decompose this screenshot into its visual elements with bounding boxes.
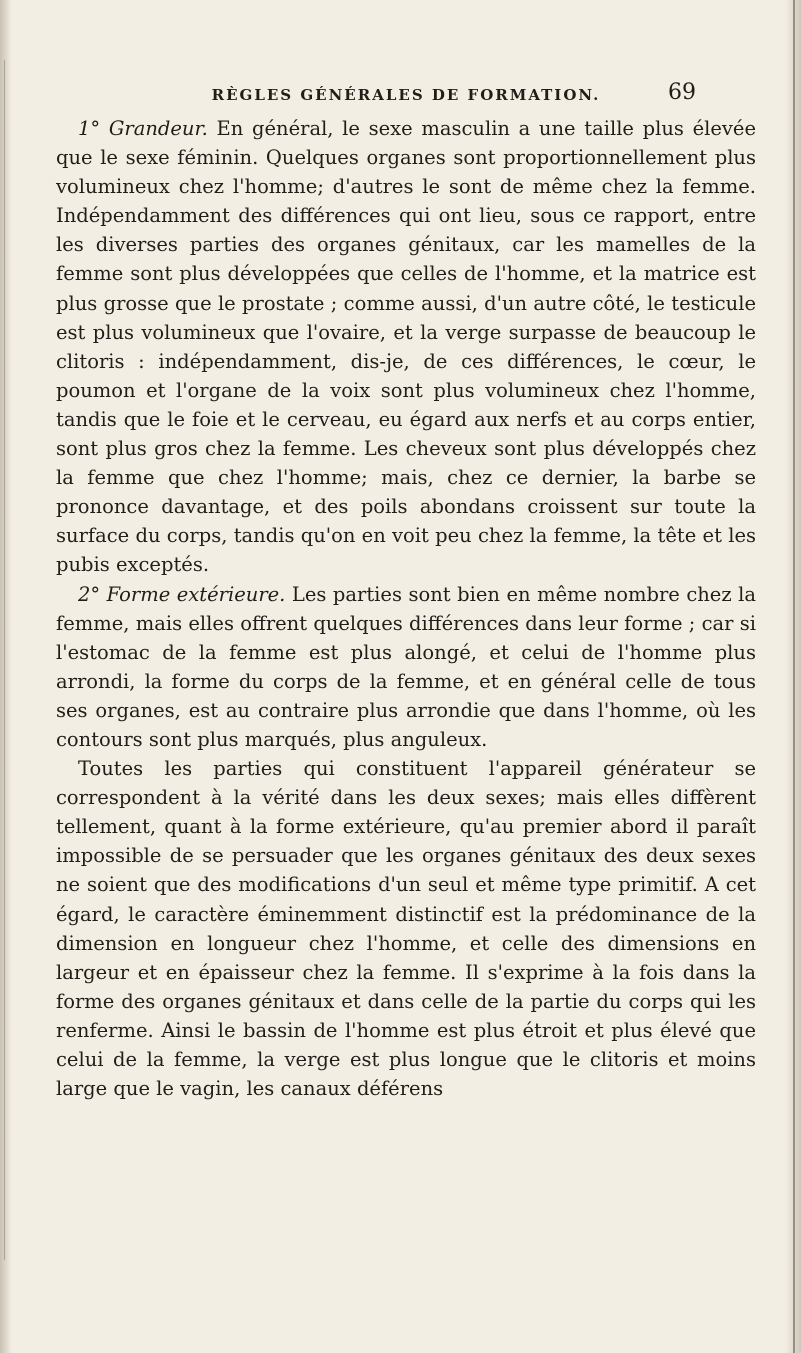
scan-binding-line [793,0,795,1353]
paragraph-heading: 1° Grandeur. [78,117,208,140]
page-number: 69 [668,80,696,105]
running-head [56,78,756,112]
paragraph-text: Les parties sont bien en même nombre chez la femme, mais elles offrent quelques différences dans leur forme ; car si l'estomac de la femme est plus alongé, et celui de l'homme plus arrondi, la forme du corps de la femme, et en général celle de tous ses organes, est au contraire plus arrondie que dans l'homme, où les contours sont plus marqués, plus anguleux. [56,582,756,751]
scan-page-edge-left [0,0,12,1353]
paragraph-text: En général, le sexe masculin a une taille plus élevée que le sexe féminin. Quelques organes sont proportionnellement plus volumineux chez l'homme; d'autres le sont de même chez la femme. Indépendamment des différences qui ont lieu, sous ce rapport, entre les diverses parties des organes génitaux, car les mamelles de la femme sont plus développées que celles de l'homme, et la matrice est plus grosse que le prostate ; comme aussi, d'un autre côté, le testicule est plus volumineux que l'ovaire, et la verge surpasse de beaucoup le clitoris : indépendamment, dis-je, de ces différences, le cœur, le poumon et l'organe de la voix sont plus volumineux chez l'homme, tandis que le foie et le cerveau, eu égard aux nerfs et au corps entier, sont plus gros chez la femme. Les cheveux sont plus développés chez la femme que chez l'homme; mais, chez ce dernier, la barbe se prononce davantage, et des poils abondans croissent sur toute la surface du corps, tandis qu'on en voit peu chez la femme, la tête et les pubis exceptés. [56,117,756,577]
body-text [56,114,756,1103]
scan-gutter-line [4,60,5,1260]
paragraph-grandeur [56,114,756,580]
book-page [56,78,756,1103]
paragraph-forme-exterieure [56,580,756,755]
paragraph-appareil-generateur [56,754,756,1103]
running-head-title: RÈGLES GÉNÉRALES DE FORMATION. [211,86,601,104]
paragraph-heading: 2° Forme extérieure. [78,582,286,606]
paragraph-text: Toutes les parties qui constituent l'appareil générateur se correspondent à la vérité dans les deux sexes; mais elles diffèrent tellement, quant à la forme extérieure, qu'au premier abord il paraît impossible de se persuader que les organes génitaux des deux sexes ne soient que des modifications d'un seul et même type primitif. A cet égard, le caractère éminemment distinctif est la prédominance de la dimension en longueur chez l'homme, et celle des dimensions en largeur et en épaisseur chez la femme. Il s'exprime à la fois dans la forme des organes génitaux et dans celle de la partie du corps qui les renferme. Ainsi le bassin de l'homme est plus étroit et plus élevé que celui de la femme, la verge est plus longue que le clitoris et moins large que le vagin, les canaux déférens [56,757,756,1101]
